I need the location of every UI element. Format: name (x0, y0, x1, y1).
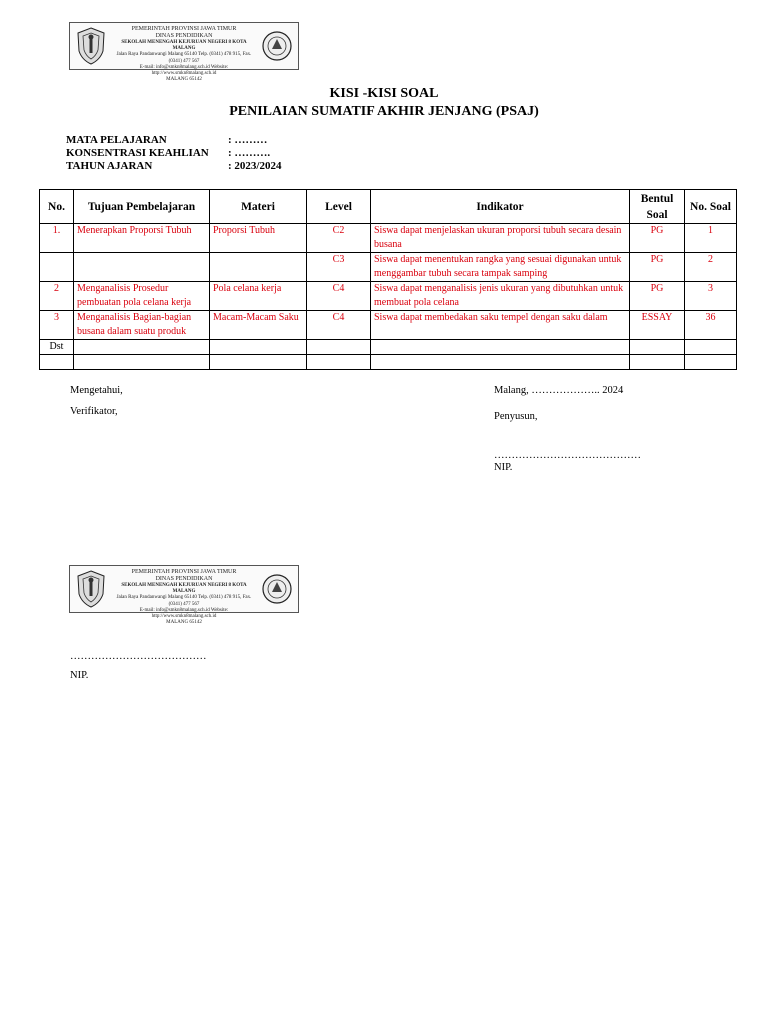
cell-bentuk-soal (630, 340, 685, 355)
info-value: : ……… (228, 134, 268, 146)
letterhead-line-2: DINAS PENDIDIKAN (155, 33, 213, 39)
cell-bentuk-soal: PG (630, 224, 685, 253)
cell-indikator: Siswa dapat menjelaskan ukuran proporsi tubuh secara desain busana (371, 224, 630, 253)
cell-tujuan: Menerapkan Proporsi Tubuh (74, 224, 210, 253)
doc-title-line-1: KISI -KISI SOAL (329, 86, 439, 101)
letterhead-line-3: SEKOLAH MENENGAH KEJURUAN NEGERI 8 KOTA MALANG (121, 40, 247, 52)
cell-level: C4 (307, 282, 371, 311)
cell-bentuk-soal (630, 355, 685, 370)
info-label: TAHUN AJARAN (66, 160, 153, 172)
cell-materi (210, 355, 307, 370)
cell-bentuk-soal: ESSAY (630, 311, 685, 340)
mengetahui-label: Mengetahui, (70, 385, 123, 396)
info-value: : ………. (228, 147, 271, 159)
kisi-kisi-table (39, 189, 737, 370)
cell-no-soal (685, 340, 737, 355)
info-row-mata-pelajaran (66, 134, 281, 147)
cell-bentuk-soal: PG (630, 253, 685, 282)
info-label: KONSENTRASI KEAHLIAN (66, 147, 209, 159)
letterhead-line-5: E-mail: info@smkn8malang.sch.id Website: http://www.smkn8malang.sch.id (139, 607, 229, 620)
school-logo-icon (262, 570, 292, 608)
cell-materi: Macam-Macam Saku (210, 311, 307, 340)
cell-indikator: Siswa dapat menganalisis jenis ukuran yang dibutuhkan untuk membuat pola celana (371, 282, 630, 311)
cell-level (307, 355, 371, 370)
header-bentuk-soal: Bentul Soal (630, 190, 685, 224)
cell-no-soal: 36 (685, 311, 737, 340)
letterhead-line-1: PEMERINTAH PROVINSI JAWA TIMUR (131, 26, 237, 32)
letterhead-line-2: DINAS PENDIDIKAN (155, 576, 213, 582)
table-row (40, 253, 737, 282)
verifikator-label: Verifikator, (70, 406, 118, 417)
cell-level: C4 (307, 311, 371, 340)
cell-level (307, 340, 371, 355)
header-no: No. (40, 190, 74, 224)
cell-no-soal (685, 355, 737, 370)
table-row (40, 355, 737, 370)
letterhead-line-3: SEKOLAH MENENGAH KEJURUAN NEGERI 8 KOTA MALANG (121, 583, 247, 595)
table-row (40, 224, 737, 253)
cell-tujuan: Menganalisis Prosedur pembuatan pola celana kerja (74, 282, 210, 311)
cell-no (40, 253, 74, 282)
cell-no (40, 355, 74, 370)
info-row-tahun-ajaran (66, 160, 281, 173)
table-row (40, 311, 737, 340)
header-materi: Materi (210, 190, 307, 224)
cell-tujuan (74, 355, 210, 370)
info-label: MATA PELAJARAN (66, 134, 167, 146)
header-no-soal: No. Soal (685, 190, 737, 224)
info-row-konsentrasi (66, 147, 281, 160)
nip-left: NIP. (70, 670, 89, 681)
cell-level: C3 (307, 253, 371, 282)
table-row (40, 340, 737, 355)
place-date: Malang, ……………….. 2024 (494, 385, 624, 396)
penyusun-label: Penyusun, (494, 411, 538, 422)
nip-right: NIP. (494, 462, 513, 473)
cell-tujuan (74, 253, 210, 282)
info-value: : 2023/2024 (228, 160, 282, 172)
table-row (40, 282, 737, 311)
cell-indikator (371, 340, 630, 355)
cell-tujuan: Menganalisis Bagian-bagian busana dalam suatu produk (74, 311, 210, 340)
letterhead-line-6: MALANG 65142 (166, 77, 202, 83)
table-header-row (40, 190, 737, 224)
cell-materi: Pola celana kerja (210, 282, 307, 311)
letterhead-line-4: Jalan Raya Pandanwangi Malang 65140 Telp. (0341) 478 915, Fax. (0341) 477 567 (116, 52, 252, 64)
doc-title-line-2: PENILAIAN SUMATIF AKHIR JENJANG (PSAJ) (229, 104, 539, 119)
cell-no-soal: 3 (685, 282, 737, 311)
letterhead-line-5: E-mail: info@smkn8malang.sch.id Website: http://www.smkn8malang.sch.id (139, 64, 229, 77)
header-tujuan: Tujuan Pembelajaran (74, 190, 210, 224)
signature-line-right: …………………………………… (494, 450, 641, 461)
cell-no: 3 (40, 311, 74, 340)
cell-no: Dst (40, 340, 74, 355)
signature-line-left: ………………………………… (70, 651, 207, 662)
cell-level: C2 (307, 224, 371, 253)
header-level: Level (307, 190, 371, 224)
school-logo-icon (262, 27, 292, 65)
cell-tujuan (74, 340, 210, 355)
cell-no: 1. (40, 224, 74, 253)
subject-info (66, 134, 281, 173)
east-java-emblem-icon (76, 27, 106, 65)
cell-indikator: Siswa dapat menentukan rangka yang sesuai digunakan untuk menggambar tubuh secara tampak samping (371, 253, 630, 282)
cell-materi: Proporsi Tubuh (210, 224, 307, 253)
letterhead-line-4: Jalan Raya Pandanwangi Malang 65140 Telp. (0341) 478 915, Fax. (0341) 477 567 (116, 595, 252, 607)
cell-no: 2 (40, 282, 74, 311)
east-java-emblem-icon (76, 570, 106, 608)
cell-indikator: Siswa dapat membedakan saku tempel dengan saku dalam (371, 311, 630, 340)
letterhead-line-6: MALANG 65142 (166, 620, 202, 626)
cell-bentuk-soal: PG (630, 282, 685, 311)
cell-indikator (371, 355, 630, 370)
letterhead-line-1: PEMERINTAH PROVINSI JAWA TIMUR (131, 569, 237, 575)
letterhead-bottom (69, 565, 299, 626)
cell-no-soal: 2 (685, 253, 737, 282)
cell-no-soal: 1 (685, 224, 737, 253)
header-indikator: Indikator (371, 190, 630, 224)
cell-materi (210, 340, 307, 355)
letterhead-top (69, 22, 299, 83)
cell-materi (210, 253, 307, 282)
